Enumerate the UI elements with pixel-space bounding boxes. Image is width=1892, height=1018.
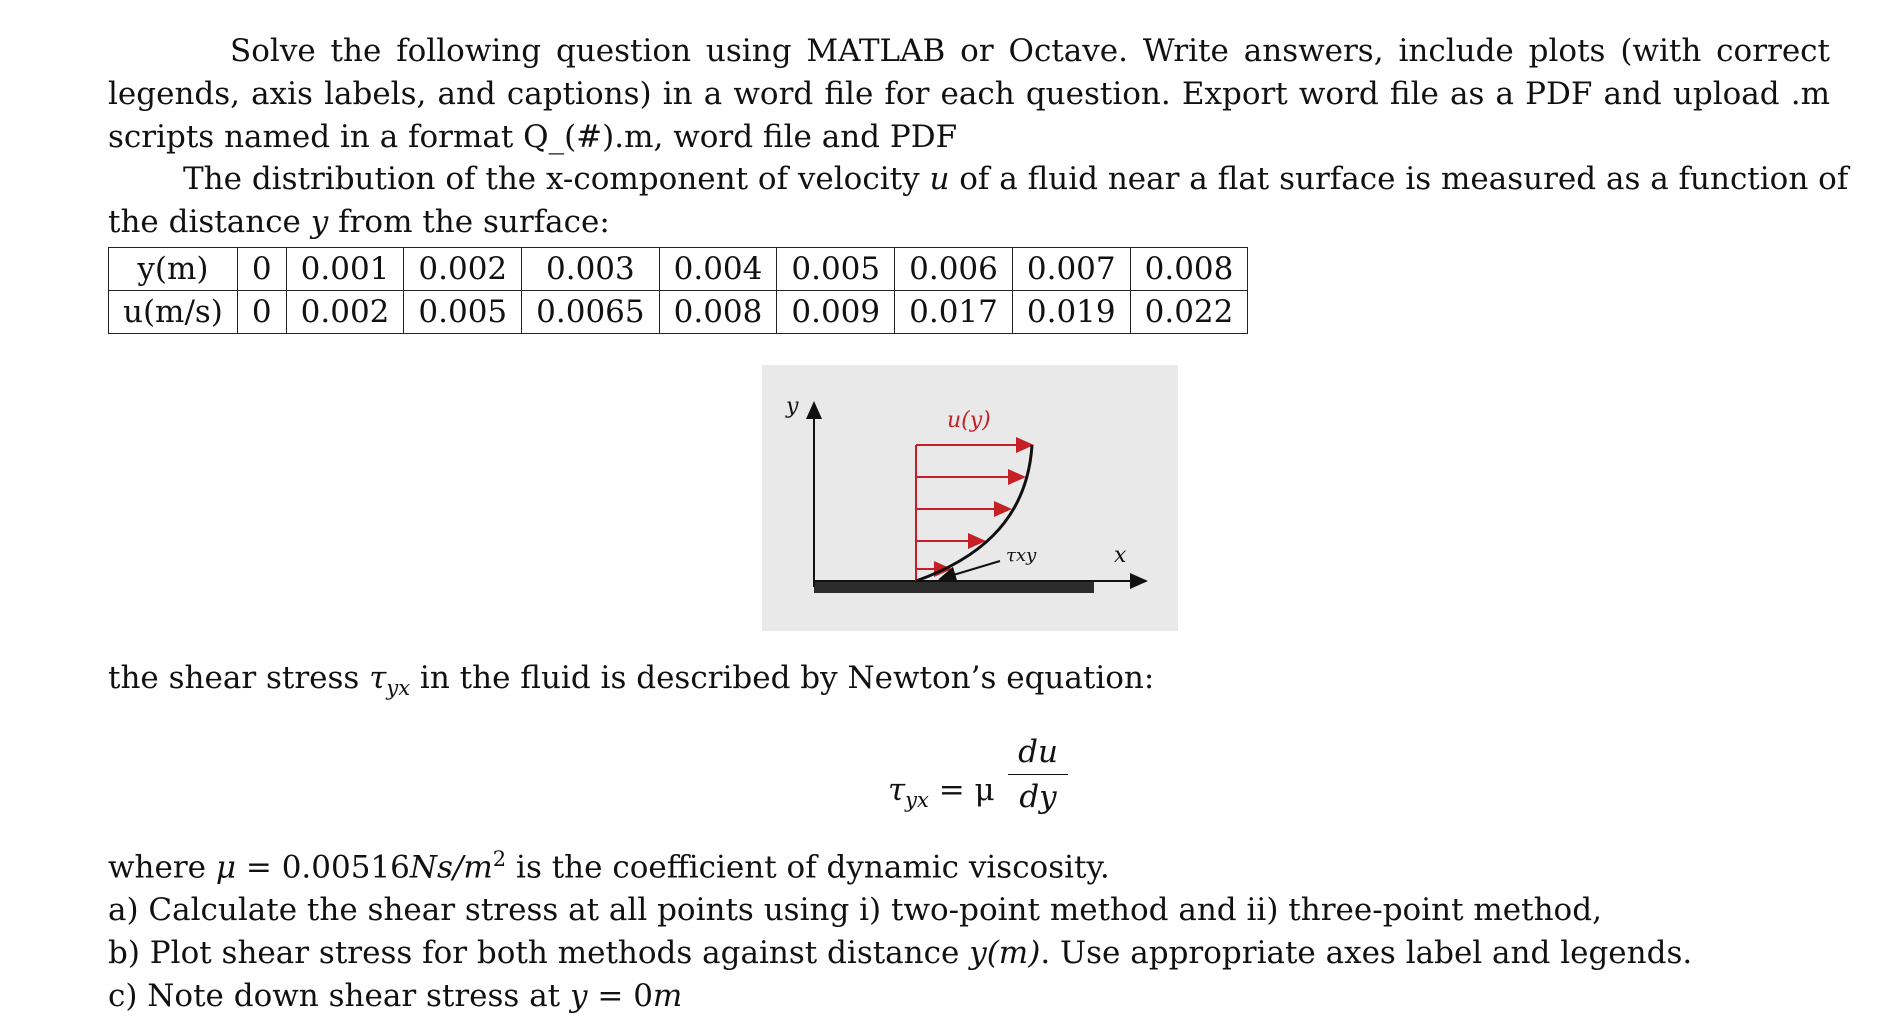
problem-text: from the surface: [328, 204, 610, 240]
intro-paragraph [108, 30, 1830, 159]
table-cell: 0.001 [286, 248, 404, 291]
table-cell: 0.019 [1012, 291, 1130, 334]
table-cell: 0.008 [659, 291, 777, 334]
problem-paragraph [108, 158, 1849, 244]
equation-equals-mu: = μ [928, 772, 995, 808]
derivative-fraction [1008, 732, 1068, 817]
table-cell: 0.002 [286, 291, 404, 334]
equation-lhs: τ [888, 772, 906, 808]
var-y: y [310, 204, 329, 240]
tau-symbol: τ [369, 660, 387, 696]
viscosity-definition: where $\mu = 0.00516Ns/m^2$ is the coefficient of dynamic viscosity. [108, 847, 1110, 886]
table-cell: 0.005 [404, 291, 522, 334]
table-cell: 0 [237, 291, 286, 334]
intro-line-2: legends, axis labels, and captions) in a word file for each question. Export word file as a PDF and upload .m [108, 76, 1830, 112]
table-cell: 0.003 [522, 248, 659, 291]
velocity-profile-diagram [762, 365, 1178, 631]
shear-stress-label: τxy [1006, 545, 1037, 566]
table-cell: 0.0065 [522, 291, 659, 334]
intro-line-3: scripts named in a format Q_(#).m, word file and PDF [108, 119, 958, 155]
shear-stress-sentence: the shear stress $\tau_{yx}$ in the fluid is described by Newton’s equation: [108, 660, 1155, 701]
problem-text: the distance [108, 204, 311, 240]
tau-subscript: yx [386, 676, 411, 701]
flat-surface [814, 581, 1094, 593]
table-cell: 0.007 [1012, 248, 1130, 291]
table-cell: 0.005 [777, 248, 895, 291]
table-cell: 0.006 [895, 248, 1013, 291]
x-axis-label: x [1114, 543, 1127, 568]
var-u: u [929, 161, 950, 197]
problem-text: The distribution of the x-component of velocity [183, 161, 930, 197]
table-row-u [109, 291, 1248, 334]
fraction-denominator: dy [1019, 779, 1057, 815]
table-cell: 0 [237, 248, 286, 291]
table-cell: 0.017 [895, 291, 1013, 334]
table-cell: 0.008 [1130, 248, 1248, 291]
velocity-data-table [108, 247, 1248, 334]
table-cell: 0.002 [404, 248, 522, 291]
intro-line-1: Solve the following question using MATLAB or Octave. Write answers, include plots (with correct [230, 33, 1830, 69]
task-c: c) Note down shear stress at y = 0m [108, 978, 683, 1015]
table-cell: 0.004 [659, 248, 777, 291]
curve-label: u(y) [947, 408, 991, 433]
tasks-list [108, 838, 1692, 1018]
equation-lhs-subscript: yx [905, 788, 929, 813]
table-cell: 0.009 [777, 291, 895, 334]
problem-text: of a fluid near a flat surface is measured as a function of [949, 161, 1849, 197]
task-b: b) Plot shear stress for both methods against distance y(m). Use appropriate axes label and legends. [108, 935, 1693, 972]
task-a: a) Calculate the shear stress at all points using i) two-point method and ii) three-point method, [108, 892, 1602, 929]
table-row-label: y(m) [109, 248, 238, 291]
table-row-y [109, 248, 1248, 291]
fraction-bar [1008, 774, 1068, 775]
velocity-profile-figure [762, 365, 1178, 631]
fraction-numerator: du [1018, 734, 1058, 770]
table-row-label: u(m/s) [109, 291, 238, 334]
table-cell: 0.022 [1130, 291, 1248, 334]
y-axis-label: y [786, 394, 799, 419]
